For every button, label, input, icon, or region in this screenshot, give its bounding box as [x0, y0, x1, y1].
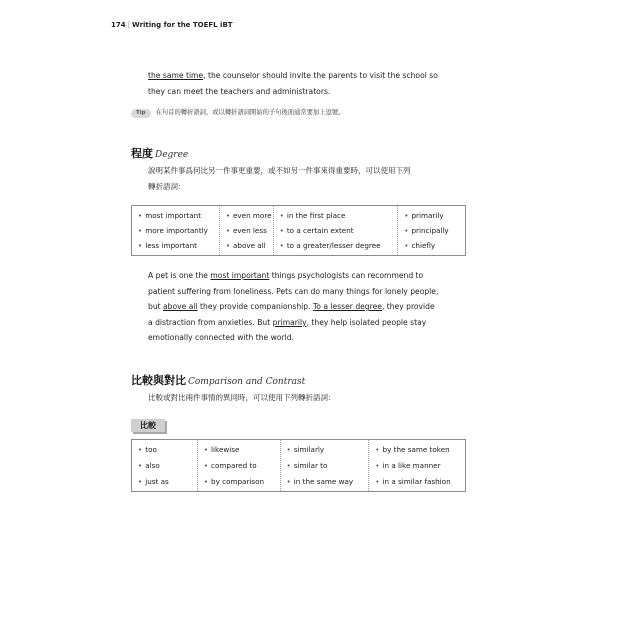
word-item: • in a like manner [369, 458, 465, 473]
example-text: A pet is one the [148, 271, 211, 280]
degree-col-4 [397, 206, 465, 255]
example-text: they provide companionship. [197, 302, 313, 311]
degree-desc-line-1: 說明某件事爲何比另一件事更重要，或不如另一件事來得重要時，可以使用下列 [148, 166, 411, 175]
degree-word-box [131, 205, 466, 256]
page-number: 174 [111, 21, 126, 29]
word-item: • in the same way [281, 474, 369, 489]
word-item: • also [132, 458, 197, 473]
word-item: • in a similar fashion [369, 474, 465, 489]
running-header [111, 21, 233, 29]
word-item: • to a greater/lesser degree [274, 238, 398, 253]
intro-underlined: the same time [148, 71, 204, 80]
example-underlined: To a lesser degree [312, 302, 382, 311]
degree-section-title [131, 142, 188, 161]
word-item: • compared to [198, 458, 280, 473]
comparison-description: 比較或對比兩件事情的異同時，可以使用下列轉折語詞： [148, 393, 336, 402]
degree-col-3 [273, 206, 398, 255]
comparison-title-zh: 比較與對比 [131, 374, 186, 387]
example-text: but [148, 302, 164, 311]
header-separator: | [127, 21, 130, 29]
example-text: things psychologists can recommend to [269, 271, 424, 280]
word-item: • chiefly [398, 238, 465, 253]
intro-line-1-text: , the counselor should invite the parents to visit the school so [203, 71, 438, 80]
word-item: • just as [132, 474, 197, 489]
word-item: • similar to [281, 458, 369, 473]
word-item: • more importantly [132, 223, 219, 238]
degree-title-en: Degree [155, 150, 189, 160]
example-line-1 [148, 268, 468, 284]
example-text: , they help isolated people stay [306, 317, 427, 327]
degree-title-zh: 程度 [131, 147, 153, 160]
word-item: • by the same token [369, 442, 465, 457]
intro-line-2: they can meet the teachers and administrators. [148, 86, 331, 96]
word-item: • similarly [281, 442, 369, 457]
degree-description [148, 163, 473, 195]
book-title: Writing for the TOEFL iBT [131, 21, 233, 29]
comparison-col-2 [197, 440, 280, 491]
comparison-col-1 [132, 440, 197, 491]
comparison-title-en: Comparison and Contrast [188, 377, 306, 387]
example-underlined: above all [163, 302, 198, 311]
word-item: • less important [132, 238, 219, 253]
example-line-3 [148, 299, 468, 315]
word-item: • even more [220, 208, 273, 223]
word-item: • above all [220, 238, 273, 253]
example-underlined: primarily [272, 317, 307, 327]
comparison-col-3 [280, 440, 369, 491]
example-underlined: most important [210, 271, 270, 280]
word-item: • in the first place [274, 208, 398, 223]
word-item: • primarily [398, 208, 465, 223]
word-item: • principally [398, 223, 465, 238]
word-item: • likewise [198, 442, 280, 457]
tip-note [131, 107, 344, 118]
word-item: • by comparison [198, 474, 280, 489]
comparison-section-title [131, 369, 305, 388]
degree-desc-line-2: 轉折語詞： [148, 182, 186, 191]
word-item: • even less [220, 223, 273, 238]
degree-col-2 [219, 206, 273, 255]
comparison-word-box [131, 439, 466, 492]
word-item: • to a certain extent [274, 223, 398, 238]
intro-line-1 [148, 68, 468, 84]
degree-col-1 [132, 206, 219, 255]
word-item: • too [132, 442, 197, 457]
degree-example-paragraph [148, 268, 468, 346]
tip-label: Tip [131, 109, 151, 118]
comparison-col-4 [368, 440, 465, 491]
example-line-4 [148, 315, 468, 331]
example-text: , they provide [381, 302, 435, 311]
example-text: a distraction from anxieties. But [148, 317, 273, 327]
example-line-2: patient suffering from loneliness. Pets can do many things for lonely people, [148, 286, 439, 296]
comparison-badge: 比較 [131, 419, 165, 432]
example-line-5: emotionally connected with the world. [148, 333, 294, 342]
intro-paragraph [148, 68, 468, 99]
tip-text: 在句首的轉折語詞，或以轉折語詞開始的子句後面通常要加上逗號。 [155, 109, 345, 116]
word-item: • most important [132, 208, 219, 223]
